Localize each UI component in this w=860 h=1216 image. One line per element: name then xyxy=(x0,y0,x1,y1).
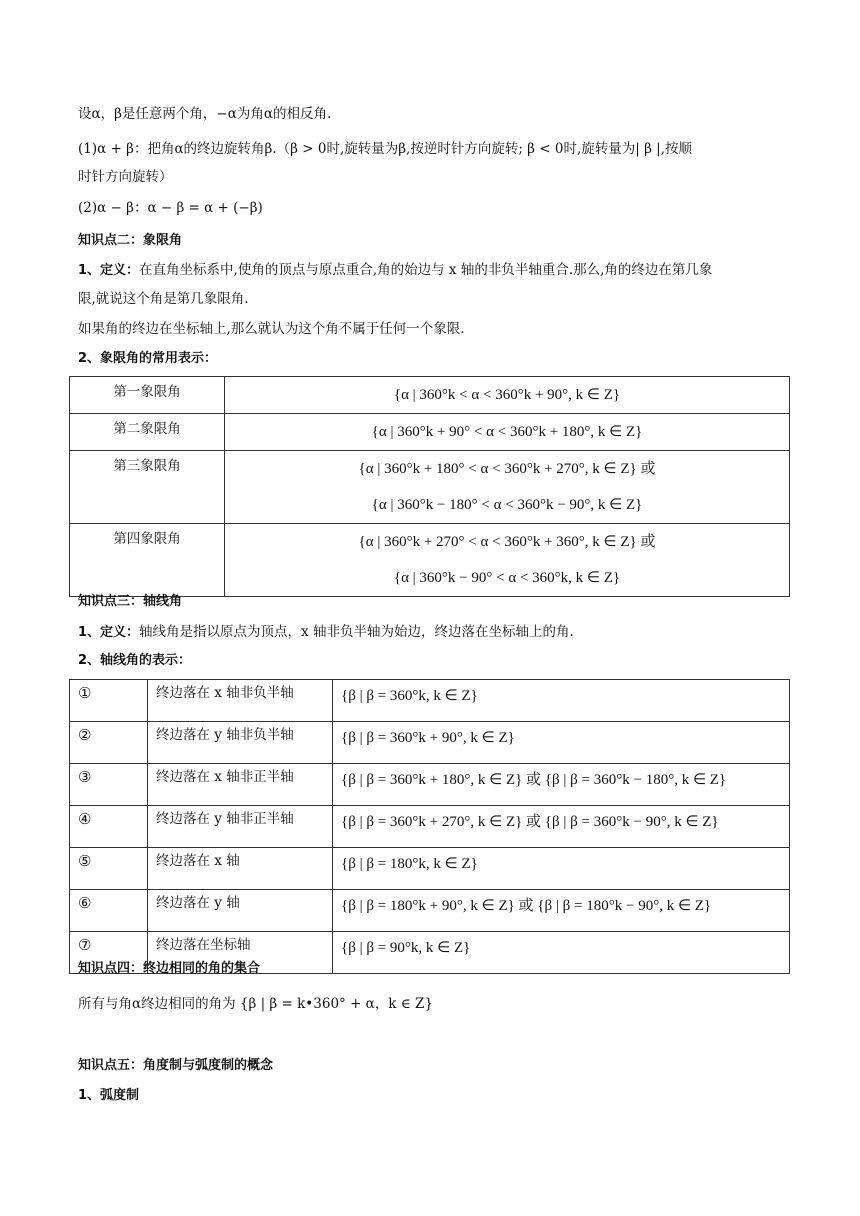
kp2-def-line-2: 限,就说这个角是第几象限角. xyxy=(78,291,249,307)
row-number: ③ xyxy=(70,764,148,806)
row-number: ⑥ xyxy=(70,890,148,932)
table-row xyxy=(70,377,790,414)
kp2-heading: 知识点二：象限角 xyxy=(78,233,183,248)
intro-line-1: 设α，β是任意两个角，−α为角α的相反角. xyxy=(78,106,332,122)
quadrant-formula xyxy=(225,524,790,597)
axis-angle-table xyxy=(69,679,790,974)
quadrant-name: 第一象限角 xyxy=(70,377,225,414)
row-description: 终边落在 x 轴非负半轴 xyxy=(148,680,333,722)
table-row xyxy=(70,414,790,451)
table-row xyxy=(70,451,790,524)
table-row xyxy=(70,524,790,597)
row-number: ① xyxy=(70,680,148,722)
row-description: 终边落在 y 轴非负半轴 xyxy=(148,722,333,764)
row-formula: {β | β = 180°k + 90°, k ∈ Z} 或 {β | β = 180°k − 90°, k ∈ Z} xyxy=(333,890,790,932)
table-row xyxy=(70,680,790,722)
quadrant-name: 第三象限角 xyxy=(70,451,225,524)
formula-line: {α | 360°k + 180° < α < 360°k + 270°, k ∈ Z} 或 xyxy=(358,461,656,477)
kp3-sub-heading: 2、轴线角的表示： xyxy=(78,653,192,668)
intro-line-4: (2)α − β：α − β = α + (−β) xyxy=(78,200,263,216)
row-description: 终边落在 x 轴 xyxy=(148,848,333,890)
kp2-def-label: 1、定义： xyxy=(78,263,140,278)
quadrant-name: 第二象限角 xyxy=(70,414,225,451)
formula-line: {α | 360°k < α < 360°k + 90°, k ∈ Z} xyxy=(393,387,621,403)
quadrant-angle-table xyxy=(69,376,790,597)
kp2-sub-heading: 2、象限角的常用表示： xyxy=(78,351,218,366)
quadrant-formula xyxy=(225,451,790,524)
kp2-def-line-1 xyxy=(78,260,712,281)
formula-line: {α | 360°k + 270° < α < 360°k + 360°, k ∈ Z} 或 xyxy=(358,534,656,550)
row-formula: {β | β = 360°k + 180°, k ∈ Z} 或 {β | β = 360°k − 180°, k ∈ Z} xyxy=(333,764,790,806)
row-formula: {β | β = 360°k, k ∈ Z} xyxy=(333,680,790,722)
table-row xyxy=(70,764,790,806)
row-description: 终边落在 x 轴非正半轴 xyxy=(148,764,333,806)
kp3-heading: 知识点三：轴线角 xyxy=(78,594,183,609)
formula-line: {α | 360°k + 90° < α < 360°k + 180°, k ∈ Z} xyxy=(371,424,643,440)
table-row xyxy=(70,722,790,764)
row-number: ② xyxy=(70,722,148,764)
row-formula: {β | β = 360°k + 90°, k ∈ Z} xyxy=(333,722,790,764)
row-description: 终边落在坐标轴 xyxy=(148,932,333,974)
kp2-def-text-1: 在直角坐标系中,使角的顶点与原点重合,角的始边与 x 轴的非负半轴重合.那么,角的终边在第几象 xyxy=(139,262,713,278)
table-row xyxy=(70,848,790,890)
formula-line: {α | 360°k − 180° < α < 360°k − 90°, k ∈ Z} xyxy=(371,497,643,513)
table-row xyxy=(70,890,790,932)
row-formula: {β | β = 360°k + 270°, k ∈ Z} 或 {β | β = 360°k − 90°, k ∈ Z} xyxy=(333,806,790,848)
row-number: ⑤ xyxy=(70,848,148,890)
row-formula: {β | β = 90°k, k ∈ Z} xyxy=(333,932,790,974)
kp5-heading: 知识点五：角度制与弧度制的概念 xyxy=(78,1058,274,1073)
kp4-heading: 知识点四：终边相同的角的集合 xyxy=(78,961,261,976)
kp3-def-line xyxy=(78,622,574,643)
kp5-sub-heading: 1、弧度制 xyxy=(78,1088,140,1103)
row-formula: {β | β = 180°k, k ∈ Z} xyxy=(333,848,790,890)
kp2-note: 如果角的终边在坐标轴上,那么就认为这个角不属于任何一个象限. xyxy=(78,321,465,337)
quadrant-formula xyxy=(225,377,790,414)
kp3-def-label: 1、定义： xyxy=(78,625,140,640)
table-row xyxy=(70,806,790,848)
quadrant-formula xyxy=(225,414,790,451)
row-description: 终边落在 y 轴非正半轴 xyxy=(148,806,333,848)
intro-line-3: 时针方向旋转） xyxy=(78,169,173,185)
intro-line-2: (1)α + β：把角α的终边旋转角β.（β > 0时,旋转量为β,按逆时针方向旋转; β < 0时,旋转量为| β |,按顺 xyxy=(78,141,693,157)
row-number: ④ xyxy=(70,806,148,848)
quadrant-name: 第四象限角 xyxy=(70,524,225,597)
row-description: 终边落在 y 轴 xyxy=(148,890,333,932)
kp4-text: 所有与角α终边相同的角为 {β | β = k•360° + α，k ∈ Z} xyxy=(78,996,434,1012)
formula-line: {α | 360°k − 90° < α < 360°k, k ∈ Z} xyxy=(393,570,621,586)
row-number: ⑦ xyxy=(70,932,148,974)
kp3-def-text: 轴线角是指以原点为顶点，x 轴非负半轴为始边，终边落在坐标轴上的角. xyxy=(139,624,574,640)
